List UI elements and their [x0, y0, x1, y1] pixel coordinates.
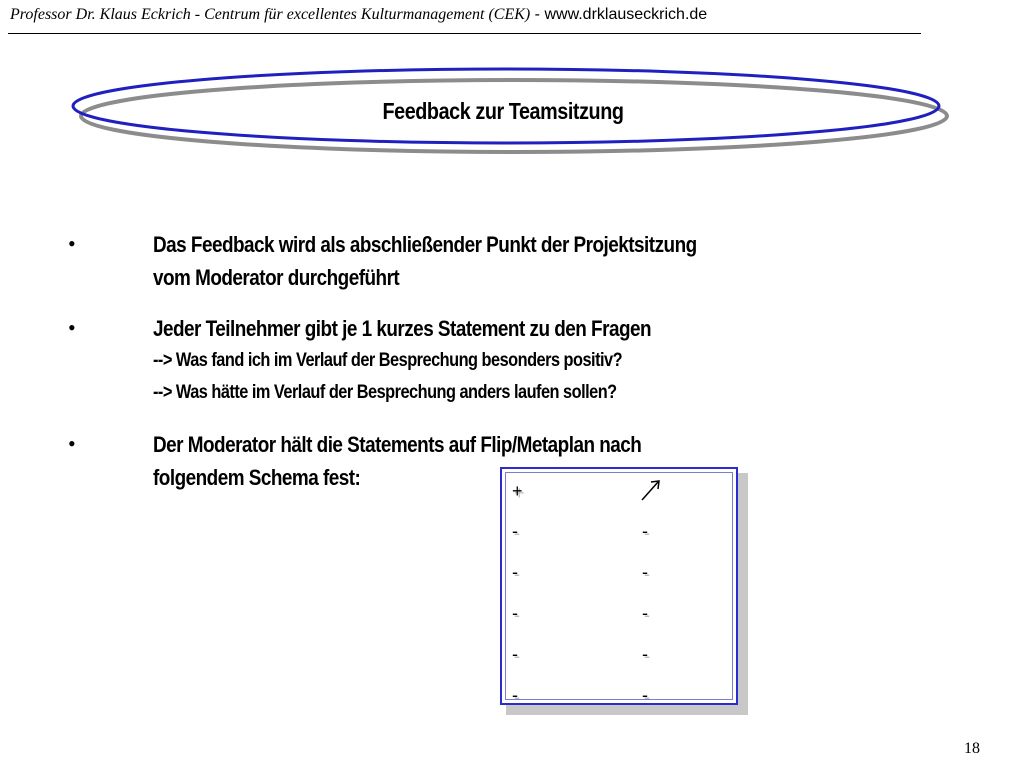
bullet-text — [153, 228, 807, 294]
schema-right-item: - — [642, 562, 648, 582]
schema-left-item: - — [512, 603, 518, 623]
slide-title: Feedback zur Teamsitzung — [382, 98, 624, 124]
bullet-marker: • — [68, 231, 76, 256]
schema-left-item: - — [512, 644, 518, 664]
bullet-text — [153, 312, 807, 409]
bullet-line: Der Moderator hält die Statements auf Flip/Metaplan nach — [153, 432, 642, 457]
schema-right-item: - — [642, 685, 648, 705]
header-separator: - — [530, 6, 545, 23]
header-url[interactable]: www.drklauseckrich.de — [544, 6, 708, 23]
page-number: 18 — [964, 740, 980, 757]
schema-left-item: - — [512, 685, 518, 705]
schema-right-item: - — [642, 644, 648, 664]
bullet-line: Jeder Teilnehmer gibt je 1 kurzes Statement zu den Fragen — [153, 316, 652, 341]
schema-inner-frame — [505, 472, 733, 700]
bullet-line: Das Feedback wird als abschließender Punkt der Projektsitzung — [153, 232, 697, 257]
schema-left-item: - — [512, 521, 518, 541]
schema-right-item: - — [642, 521, 648, 541]
arrow-up-right-icon — [638, 477, 664, 503]
schema-right-item: - — [642, 603, 648, 623]
bullet-sub-line: --> Was hätte im Verlauf der Besprechung anders laufen sollen? — [153, 382, 617, 403]
bullet-marker: • — [68, 431, 76, 456]
bullet-line: folgendem Schema fest: — [153, 465, 361, 490]
header-organization: Professor Dr. Klaus Eckrich - Centrum für excellentes Kulturmanagement (CEK) — [10, 6, 531, 23]
schema-left-item: - — [512, 562, 518, 582]
bullet-marker: • — [68, 315, 76, 340]
title-ellipse — [0, 0, 1024, 170]
bullet-sub-line: --> Was fand ich im Verlauf der Besprechung besonders positiv? — [153, 350, 623, 371]
schema-plus-header: + — [512, 481, 523, 501]
schema-frame — [500, 467, 738, 705]
bullet-line: vom Moderator durchgeführt — [153, 265, 400, 290]
feedback-schema — [500, 467, 748, 715]
